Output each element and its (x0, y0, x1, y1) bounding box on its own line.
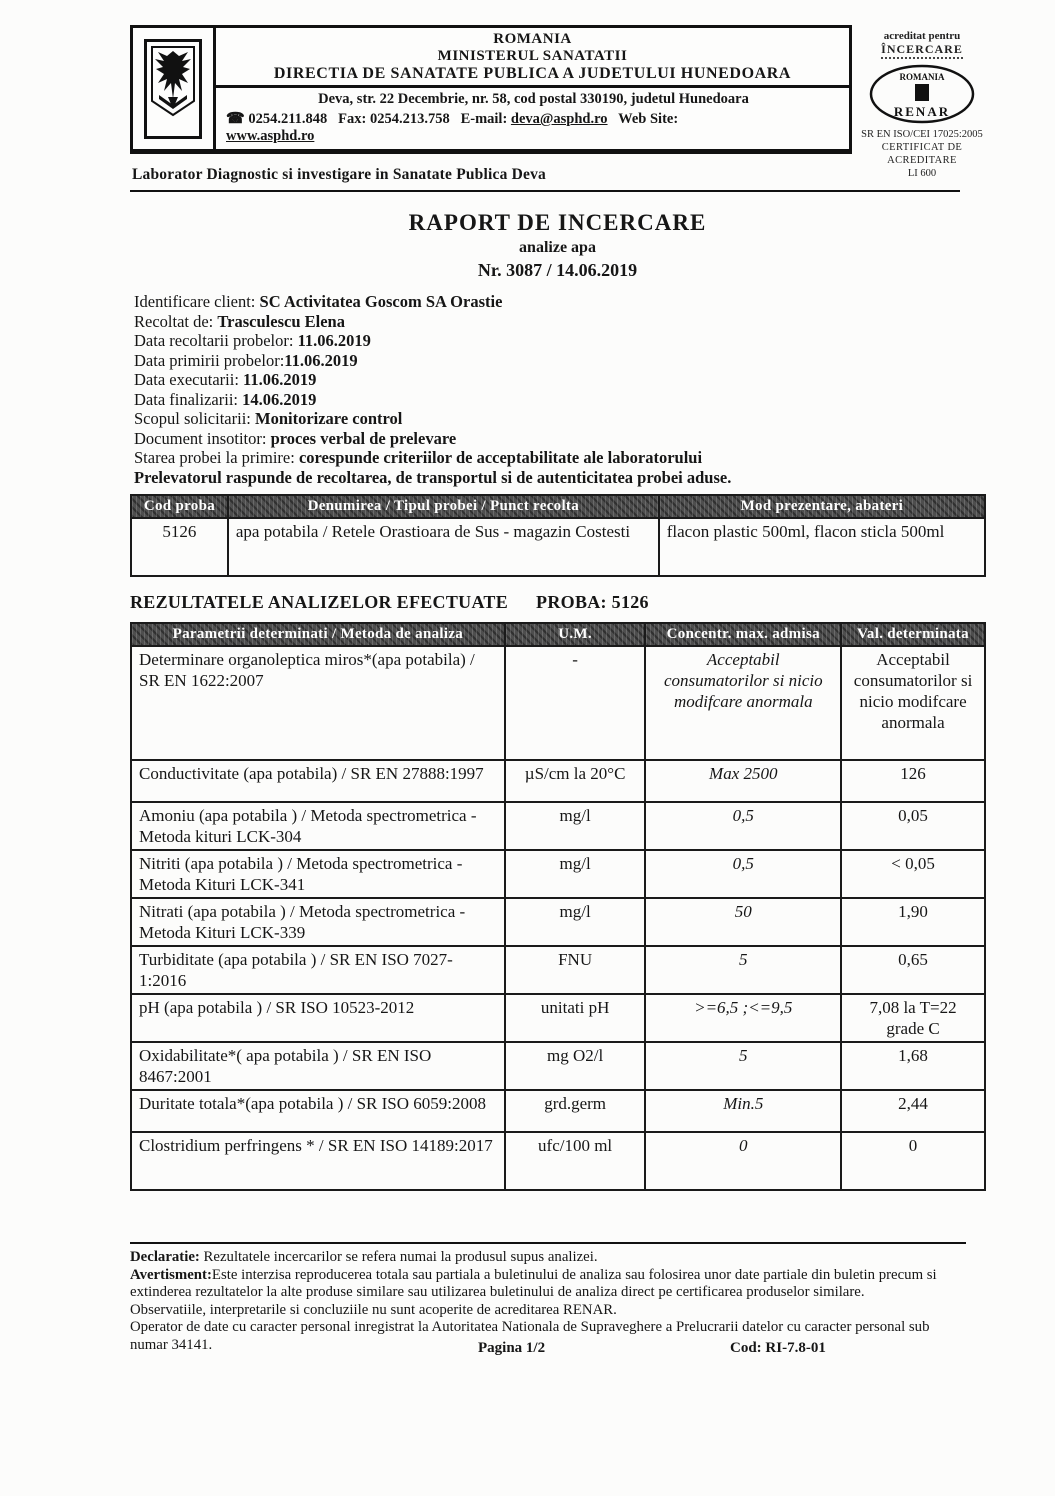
client-info-line (134, 312, 974, 332)
title-block (130, 210, 985, 281)
renar-logo-icon (868, 63, 976, 125)
results-heading-text: REZULTATELE ANALIZELOR EFECTUATE (130, 592, 509, 612)
result-parameter: Turbiditate (apa potabila ) / SR EN ISO 7027-1:2016 (131, 946, 505, 994)
client-info-value: Monitorizare control (255, 409, 403, 428)
address-line: Deva, str. 22 Decembrie, nr. 58, cod postal 330190, judetul Hunedoara (318, 91, 749, 107)
results-row (131, 1042, 985, 1090)
declaration-line (130, 1249, 966, 1267)
result-max: >=6,5 ;<=9,5 (645, 994, 841, 1042)
accreditation-text: acreditat pentru (883, 30, 961, 42)
report-number: Nr. 3087 / 14.06.2019 (477, 260, 638, 280)
client-info-line (134, 292, 974, 312)
results-row (131, 850, 985, 898)
result-parameter: Conductivitate (apa potabila) / SR EN 27888:1997 (131, 760, 505, 802)
result-parameter: Duritate totala*(apa potabila ) / SR ISO 6059:2008 (131, 1090, 505, 1132)
sampler-responsibility-note: Prelevatorul raspunde de recoltarea, de transportul si de autenticitatea probei aduse. (134, 467, 732, 487)
client-info-value: 11.06.2019 (297, 331, 371, 350)
lab-name-rule (130, 190, 960, 192)
results-heading (130, 592, 649, 613)
client-info-line (134, 331, 974, 351)
results-sample-id: PROBA: 5126 (536, 592, 649, 612)
result-parameter: Clostridium perfringens * / SR EN ISO 14189:2017 (131, 1132, 505, 1190)
declaration-text: Rezultatele incercarilor se refera numai la produsul supus analizei. (203, 1249, 598, 1265)
sample-table (130, 494, 986, 577)
results-table (130, 622, 986, 1191)
result-max: 0,5 (645, 850, 841, 898)
footer-block (130, 1249, 966, 1354)
client-info-line (134, 390, 974, 410)
sample-col-presentation: Mod prezentare, abateri (659, 495, 985, 518)
country-name: ROMANIA (493, 31, 572, 47)
phone-icon: ☎ (226, 111, 245, 127)
warning-line (130, 1267, 966, 1302)
website-url: www.asphd.ro (226, 128, 315, 144)
sample-col-code: Cod proba (131, 495, 228, 518)
client-info-label: Document insotitor: (134, 428, 267, 448)
result-value: 0,05 (841, 802, 985, 850)
result-value: 2,44 (841, 1090, 985, 1132)
report-subtitle: analize apa (519, 239, 596, 256)
results-row (131, 1090, 985, 1132)
result-um: mg/l (505, 898, 646, 946)
result-um: unitati pH (505, 994, 646, 1042)
client-info-label: Recoltat de: (134, 311, 214, 331)
sample-col-description: Denumirea / Tipul probei / Punct recolta (228, 495, 659, 518)
result-um: µS/cm la 20°C (505, 760, 646, 802)
footer-rule (130, 1242, 966, 1244)
result-parameter: Nitriti (apa potabila ) / Metoda spectrometrica - Metoda Kituri LCK-341 (131, 850, 505, 898)
result-max: 0 (645, 1132, 841, 1190)
phone-number: 0254.211.848 (248, 111, 328, 127)
client-info-label: Starea probei la primire: (134, 448, 295, 467)
result-value: 0 (841, 1132, 985, 1190)
client-info-value: proces verbal de prelevare (270, 428, 457, 448)
sample-table-header-row (131, 495, 985, 518)
result-max: 0,5 (645, 802, 841, 850)
results-row (131, 898, 985, 946)
contact-line (226, 109, 841, 128)
client-info-value: 14.06.2019 (242, 389, 317, 409)
result-parameter: Determinare organoleptica miros*(apa potabila) / SR EN 1622:2007 (131, 646, 505, 760)
result-max: Max 2500 (645, 760, 841, 802)
svg-text:ROMANIA: ROMANIA (899, 72, 945, 82)
results-col-parameter: Parametrii determinati / Metoda de analiza (131, 623, 505, 646)
results-row (131, 802, 985, 850)
result-um: - (505, 646, 646, 760)
declaration-label: Declaratie: (130, 1249, 200, 1265)
client-info-value: 11.06.2019 (284, 350, 358, 370)
result-um: mg O2/l (505, 1042, 646, 1090)
result-um: mg/l (505, 850, 646, 898)
romania-coat-of-arms-icon (144, 39, 202, 139)
result-value: 1,90 (841, 898, 985, 946)
result-parameter: Amoniu (apa potabila ) / Metoda spectrometrica - Metoda kituri LCK-304 (131, 802, 505, 850)
client-info-label: Data executarii: (134, 370, 239, 389)
result-max: 5 (645, 946, 841, 994)
result-um: grd.germ (505, 1090, 646, 1132)
results-row (131, 646, 985, 760)
accreditation-certificate: CERTIFICAT DE ACREDITARE (881, 142, 963, 166)
client-info-line (134, 429, 974, 449)
client-info-value: SC Activitatea Goscom SA Orastie (259, 292, 503, 311)
observations-line: Observatiile, interpretarile si concluziile nu sunt acoperite de acreditarea RENAR. (130, 1301, 617, 1318)
result-value: < 0,05 (841, 850, 985, 898)
sample-presentation: flacon plastic 500ml, flacon sticla 500ml (659, 518, 985, 576)
report-title: RAPORT DE INCERCARE (408, 210, 707, 235)
results-col-value: Val. determinata (841, 623, 985, 646)
lab-name: Laborator Diagnostic si investigare in Sanatate Publica Deva (132, 166, 546, 183)
website-label: Web Site: (618, 111, 679, 127)
letterhead-text (216, 28, 849, 149)
result-max: 5 (645, 1042, 841, 1090)
results-row (131, 946, 985, 994)
results-row (131, 760, 985, 802)
client-info-line (134, 351, 974, 371)
result-um: ufc/100 ml (505, 1132, 646, 1190)
client-info-block (134, 292, 974, 487)
letterhead-titles (216, 28, 849, 88)
result-value: 1,68 (841, 1042, 985, 1090)
website-line (226, 128, 841, 145)
client-info-label: Data finalizarii: (134, 389, 238, 409)
result-parameter: Nitrati (apa potabila ) / Metoda spectrometrica - Metoda Kituri LCK-339 (131, 898, 505, 946)
result-max: Min.5 (645, 1090, 841, 1132)
accreditation-block (853, 30, 991, 180)
page-number: Pagina 1/2 (478, 1340, 546, 1356)
email-label: E-mail: (460, 111, 508, 127)
client-info-value: corespunde criteriilor de acceptabilitate ale laboratorului (298, 448, 703, 467)
client-info-line (134, 448, 974, 468)
client-info-line (134, 370, 974, 390)
accreditation-standard: SR EN ISO/CEI 17025:2005 (861, 129, 983, 140)
result-parameter: Oxidabilitate*( apa potabila ) / SR EN ISO 8467:2001 (131, 1042, 505, 1090)
fax-label: Fax: (338, 111, 367, 127)
result-value: 0,65 (841, 946, 985, 994)
warning-label: Avertisment: (130, 1266, 212, 1283)
client-info-label: Scopul solicitarii: (134, 409, 251, 428)
sample-description: apa potabila / Retele Orastioara de Sus - magazin Costesti (228, 518, 659, 576)
fax-number: 0254.213.758 (369, 111, 450, 127)
operator-line: Operator de date cu caracter personal inregistrat la Autoritatea Nationala de Supraveghere a Prelucrarii datelor cu caracter personal sub numar 34141. (130, 1319, 930, 1353)
warning-text: Este interzisa reproducerea totala sau partiala a buletinului de analiza sau folosirea unor date partiale din buletin precum si extinderea rezultatelor la alte produse similare sau utilizarea buletinului de analiza direct pe certificarea produselor similare. (130, 1266, 937, 1300)
results-row (131, 1132, 985, 1190)
directorate-name: DIRECTIA DE SANATATE PUBLICA A JUDETULUI HUNEDOARA (273, 65, 792, 82)
svg-text:RENAR: RENAR (893, 104, 951, 119)
client-info-label: Identificare client: (134, 292, 256, 311)
client-info-label: Data recoltarii probelor: (134, 331, 294, 350)
client-info-line (134, 409, 974, 429)
results-row (131, 994, 985, 1042)
result-value: 126 (841, 760, 985, 802)
footer-bottom (130, 1340, 966, 1362)
ministry-name: MINISTERUL SANATATII (437, 48, 628, 64)
client-info-label: Data primirii probelor: (134, 350, 285, 370)
client-info-value: 11.06.2019 (243, 370, 317, 389)
letterhead (130, 25, 852, 154)
result-parameter: pH (apa potabila ) / SR ISO 10523-2012 (131, 994, 505, 1042)
client-info-value: Trasculescu Elena (217, 311, 345, 331)
sample-code: 5126 (131, 518, 228, 576)
result-value: Acceptabil consumatorilor si nicio modifcare anormala (841, 646, 985, 760)
sample-table-row (131, 518, 985, 576)
results-header-row (131, 623, 985, 646)
accreditation-type: ÎNCERCARE (881, 43, 963, 59)
result-max: Acceptabil consumatorilor si nicio modifcare anormala (645, 646, 841, 760)
result-um: FNU (505, 946, 646, 994)
email-address: deva@asphd.ro (510, 111, 608, 127)
document-code: Cod: RI-7.8-01 (730, 1340, 826, 1356)
results-col-um: U.M. (505, 623, 646, 646)
coat-of-arms-cell (133, 28, 216, 149)
result-max: 50 (645, 898, 841, 946)
result-value: 7,08 la T=22 grade C (841, 994, 985, 1042)
accreditation-number: LI 600 (907, 168, 937, 179)
letterhead-contact (216, 88, 849, 149)
result-um: mg/l (505, 802, 646, 850)
results-col-max: Concentr. max. admisa (645, 623, 841, 646)
